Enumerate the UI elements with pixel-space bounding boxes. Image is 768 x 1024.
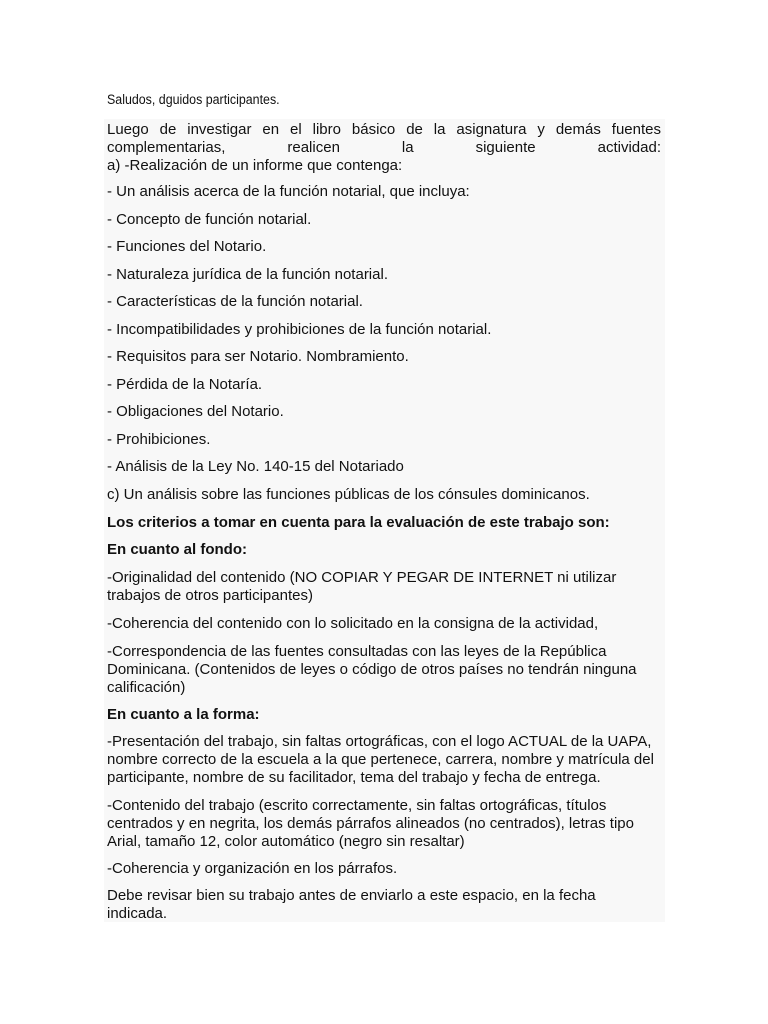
list-item-analisis-funcion-notarial: - Un análisis acerca de la función notarial, que incluya: xyxy=(107,183,470,200)
list-item-perdida-notaria: - Pérdida de la Notaría. xyxy=(107,376,263,393)
list-item-caracteristicas: - Características de la función notarial. xyxy=(107,293,363,310)
paragraph-line: centrados y en negrita, los demás párrafos alineados (no centrados), letras tipo xyxy=(107,815,634,832)
paragraph-line: -Coherencia y organización en los párrafos. xyxy=(107,860,398,877)
fondo-point-correspondencia xyxy=(107,643,661,697)
intro-paragraph xyxy=(107,121,661,175)
paragraph-line: Arial, tamaño 12, color automático (negro sin resaltar) xyxy=(107,833,465,850)
list-item-funciones-notario: - Funciones del Notario. xyxy=(107,238,267,255)
list-item-prohibiciones: - Prohibiciones. xyxy=(107,431,211,448)
assignment-content-block xyxy=(104,119,665,922)
paragraph-line: Dominicana. (Contenidos de leyes o código de otros países no tendrán ninguna xyxy=(107,661,637,678)
intro-line-2: complementarias, realicen la siguiente actividad: xyxy=(107,139,661,156)
list-item-requisitos: - Requisitos para ser Notario. Nombramiento. xyxy=(107,348,409,365)
greeting-text: Saludos, dguidos participantes. xyxy=(107,92,280,107)
forma-point-presentacion xyxy=(107,733,661,787)
forma-point-organizacion xyxy=(107,860,661,878)
list-item-obligaciones: - Obligaciones del Notario. xyxy=(107,403,284,420)
paragraph-line: -Contenido del trabajo (escrito correctamente, sin faltas ortográficas, títulos xyxy=(107,797,607,814)
paragraph-line: -Coherencia del contenido con lo solicitado en la consigna de la actividad, xyxy=(107,615,599,632)
paragraph-line: -Presentación del trabajo, sin faltas ortográficas, con el logo ACTUAL de la UAPA, xyxy=(107,733,652,750)
paragraph-line: trabajos de otros participantes) xyxy=(107,587,313,604)
fondo-point-coherencia xyxy=(107,615,661,633)
list-item-concepto: - Concepto de función notarial. xyxy=(107,211,312,228)
criteria-heading: Los criterios a tomar en cuenta para la evaluación de este trabajo son: xyxy=(107,514,610,531)
intro-line-1: Luego de investigar en el libro básico de la asignatura y demás fuentes xyxy=(107,121,661,138)
intro-line-3: a) -Realización de un informe que contenga: xyxy=(107,157,403,174)
list-item-consules: c) Un análisis sobre las funciones públicas de los cónsules dominicanos. xyxy=(107,486,590,503)
fondo-heading: En cuanto al fondo: xyxy=(107,541,247,558)
list-item-ley-140-15: - Análisis de la Ley No. 140-15 del Notariado xyxy=(107,458,404,475)
list-item-naturaleza-juridica: - Naturaleza jurídica de la función notarial. xyxy=(107,266,388,283)
paragraph-line: -Correspondencia de las fuentes consultadas con las leyes de la República xyxy=(107,643,607,660)
paragraph-line: Debe revisar bien su trabajo antes de enviarlo a este espacio, en la fecha xyxy=(107,887,596,904)
forma-heading: En cuanto a la forma: xyxy=(107,706,260,723)
fondo-point-originalidad xyxy=(107,569,661,605)
paragraph-line: calificación) xyxy=(107,679,186,696)
list-item-incompatibilidades: - Incompatibilidades y prohibiciones de la función notarial. xyxy=(107,321,492,338)
paragraph-line: indicada. xyxy=(107,905,168,922)
paragraph-line: -Originalidad del contenido (NO COPIAR Y PEGAR DE INTERNET ni utilizar xyxy=(107,569,617,586)
paragraph-line: nombre correcto de la escuela a la que pertenece, carrera, nombre y matrícula del xyxy=(107,751,654,768)
forma-point-contenido xyxy=(107,797,661,851)
closing-note xyxy=(107,887,661,923)
paragraph-line: participante, nombre de su facilitador, tema del trabajo y fecha de entrega. xyxy=(107,769,601,786)
